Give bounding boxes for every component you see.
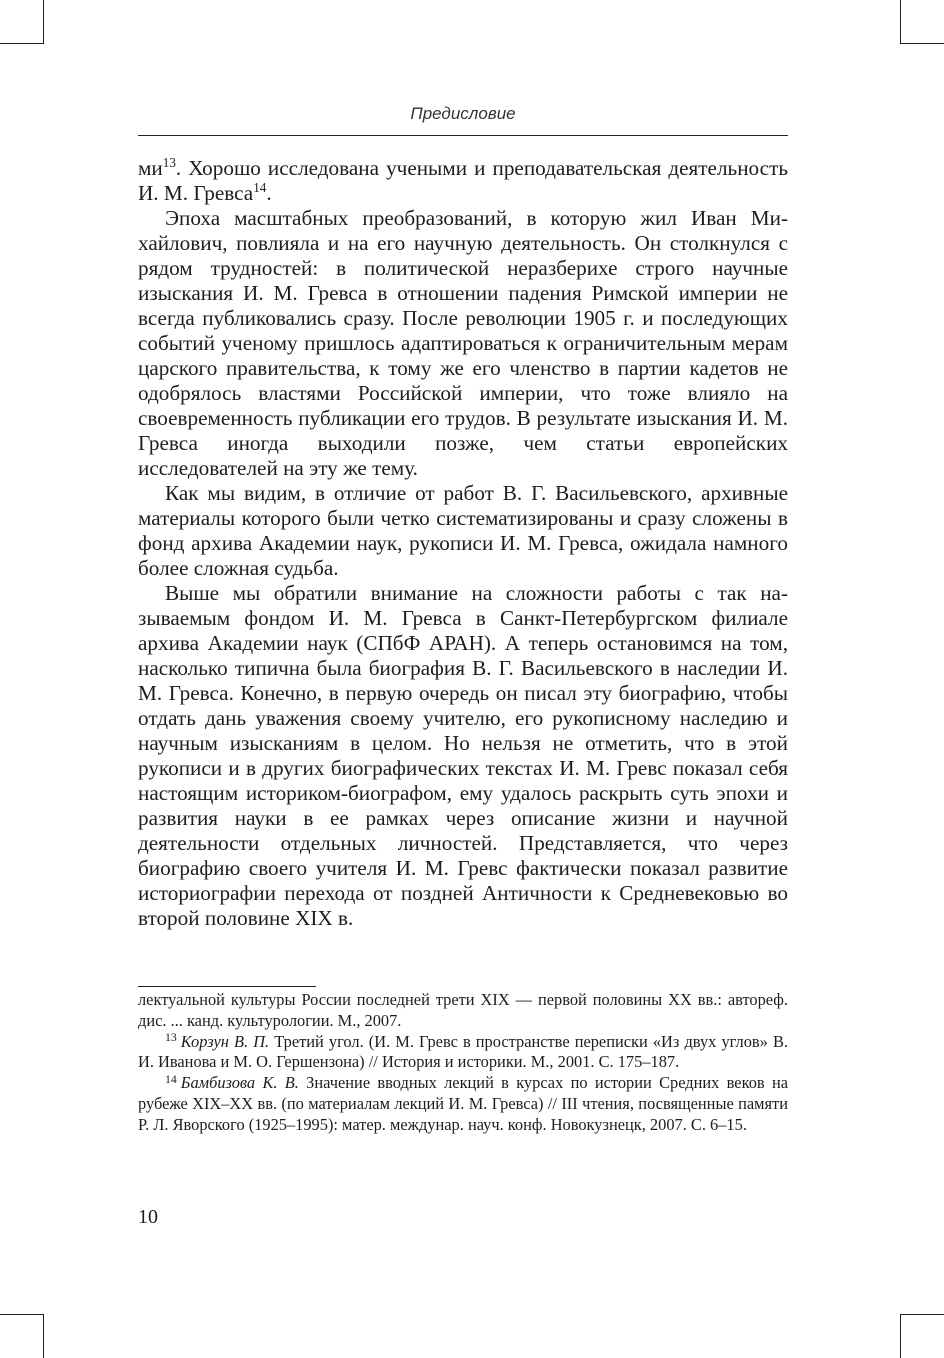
crop-mark-top-right-horizontal bbox=[900, 43, 944, 44]
footnote-rule bbox=[138, 986, 316, 987]
text-run: . Хорошо исследована учеными и преподавательская деятельность И. М. Гревса bbox=[138, 156, 788, 205]
crop-mark-top-left-vertical bbox=[43, 0, 44, 44]
footnote-continued: лектуальной культуры России последней трети XIX — первой половины XX вв.: автореф. дис. ... канд. культурологии. М., 2007. bbox=[138, 990, 788, 1030]
crop-mark-bottom-left-vertical bbox=[43, 1314, 44, 1358]
paragraph-continued bbox=[138, 156, 788, 206]
footnote-text: Третий угол. (И. М. Гревс в пространстве переписки «Из двух углов» В. И. Иванова и М. О. Гершензона) // История и историки. М., 2001. С. 175–187. bbox=[138, 1031, 788, 1072]
footnote-author: Корзун В. П. bbox=[180, 1031, 270, 1051]
footnote-number: 14 bbox=[165, 1071, 177, 1086]
paragraph: Как мы видим, в отличие от работ В. Г. Васильевского, архивные материалы которого были четко систематизированы и сразу сложены в фонд архива Академии наук, рукописи И. М. Гревса, ожидала намного более сложная судьба. bbox=[138, 481, 788, 580]
crop-mark-bottom-left-horizontal bbox=[0, 1314, 44, 1315]
text-run: . bbox=[266, 181, 272, 205]
footnote-13 bbox=[138, 1032, 788, 1074]
running-head: Предисловие bbox=[410, 104, 516, 123]
page-number: 10 bbox=[138, 1206, 158, 1228]
footnote-14 bbox=[138, 1073, 788, 1135]
footnotes bbox=[138, 990, 788, 1136]
header-rule bbox=[138, 135, 788, 136]
crop-mark-bottom-right-horizontal bbox=[900, 1314, 944, 1315]
footnote-number: 13 bbox=[165, 1030, 177, 1045]
footnote-ref-13[interactable]: 13 bbox=[162, 155, 176, 171]
text-run: ми bbox=[138, 156, 163, 180]
crop-mark-top-right-vertical bbox=[900, 0, 901, 44]
paragraph: Эпоха масштабных преобразований, в которую жил Иван Михайлович, повлияла и на его научную деятельность. Он столкнулся с рядом трудностей: в политической неразберихе строго научные изыскания И. М. Гревса в отношении падения Римской империи не всегда публиковались сразу. После революции 1905 г. и последующих событий ученому пришлось адаптироваться к ограничительным мерам царского правительства, к тому же его членство в партии кадетов не одобрялось властями Российской империи, что тоже влияло на своевременность публикации его трудов. В результате изыскания И. М. Гревса иногда выходили позже, чем статьи европейских исследователей на эту же тему. bbox=[138, 206, 788, 480]
body-text bbox=[138, 156, 788, 931]
footnote-ref-14[interactable]: 14 bbox=[253, 180, 267, 196]
crop-mark-bottom-right-vertical bbox=[900, 1314, 901, 1358]
footnote-text: Значение вводных лекций в курсах по истории Средних веков на рубеже XIX–XX вв. (по материалам лекций И. М. Гревса) // III чтения, посвященные памяти Р. Л. Яворского (1925–1995): матер. междунар. науч. конф. Новокузнецк, 2007. С. 6–15. bbox=[138, 1073, 788, 1134]
paragraph: Выше мы обратили внимание на сложности работы с так называемым фондом И. М. Гревса в Санкт-Петербургском филиале архива Академии наук (СПбФ АРАН). А теперь остановимся на том, насколько типична была биография В. Г. Васильевского в наследии И. М. Гревса. Конечно, в первую очередь он писал эту биографию, чтобы отдать дань уважения своему учителю, его рукописному наследию и научным изысканиям в целом. Но нельзя не отметить, что в этой рукописи и в других биографических текстах И. М. Гревс показал себя настоящим историком-биографом, ему удалось раскрыть суть эпохи и развития науки в ее рамках через описание жизни и научной деятельности отдельных личностей. Представляется, что через биографию своего учителя И. М. Гревс фактически показал развитие историографии перехода от поздней Античности к Средневековью во второй половине XIX в. bbox=[138, 581, 788, 930]
crop-mark-top-left-horizontal bbox=[0, 43, 44, 44]
footnote-author: Бамбизова К. В. bbox=[180, 1073, 299, 1093]
